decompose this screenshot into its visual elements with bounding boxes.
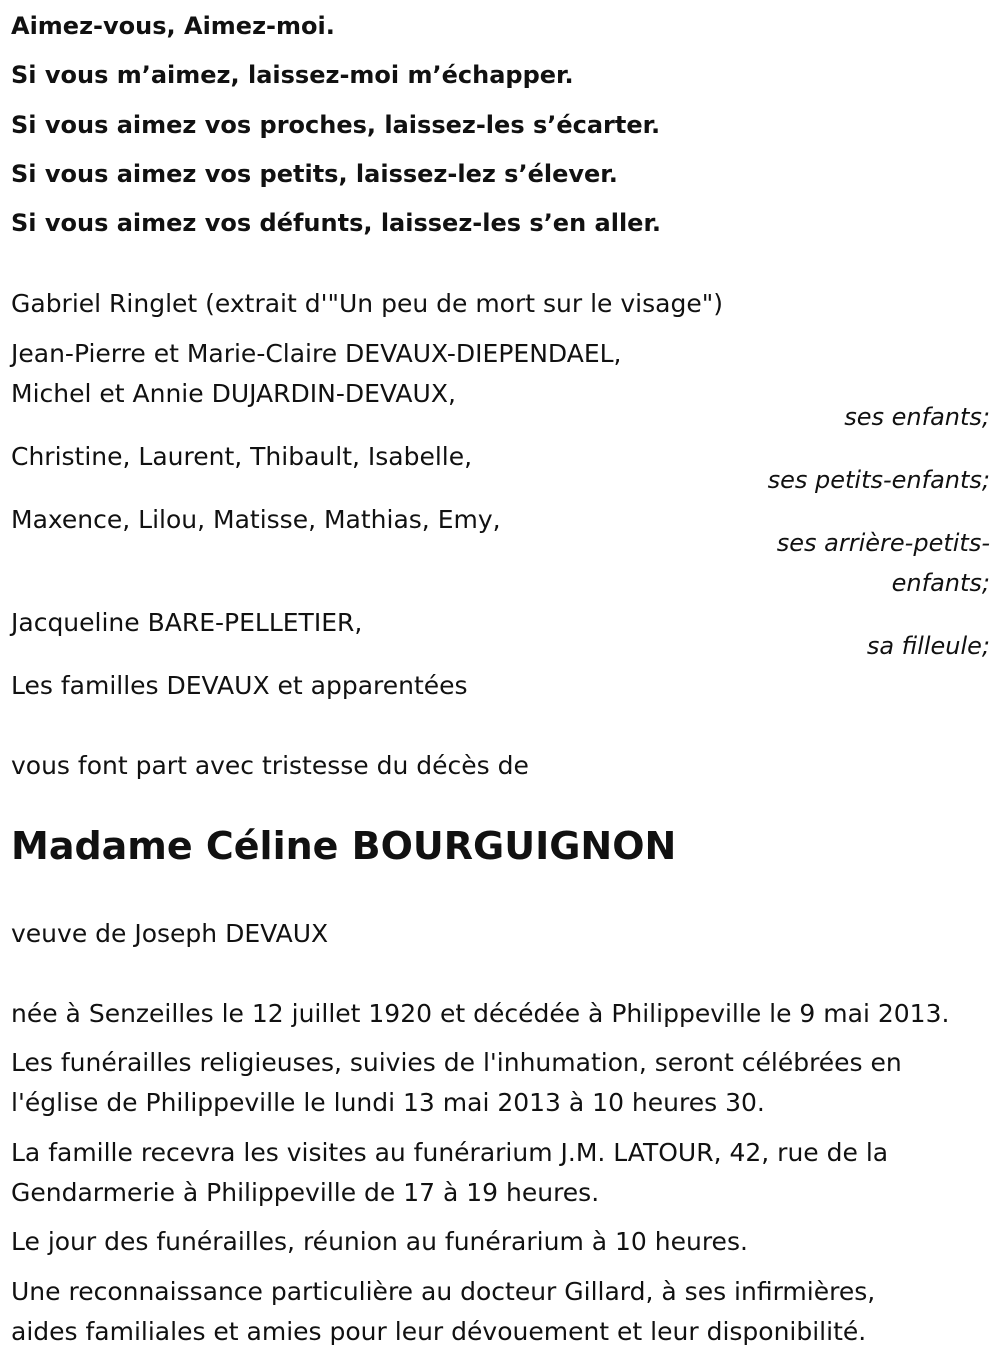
announcement-intro: vous font part avec tristesse du décès de [11, 751, 529, 780]
grandchildren-relation: ses petits-enfants; [767, 466, 990, 494]
thanks-info: Une reconnaissance particulière au docteur Gillard, à ses infirmières, [11, 1277, 876, 1306]
poem-line: Si vous aimez vos petits, laissez-lez s’élever. [11, 160, 618, 188]
great-grandchildren-line: Maxence, Lilou, Matisse, Mathias, Emy, [11, 505, 501, 534]
great-grandchildren-relation: ses arrière-petits- [776, 529, 990, 557]
widow-of: veuve de Joseph DEVAUX [11, 919, 329, 948]
funeral-info: l'église de Philippeville le lundi 13 mai 2013 à 10 heures 30. [11, 1088, 765, 1117]
poem-line: Aimez-vous, Aimez-moi. [11, 12, 335, 40]
children-line: Michel et Annie DUJARDIN-DEVAUX, [11, 379, 456, 408]
funeral-info: Les funérailles religieuses, suivies de l'inhumation, seront célébrées en [11, 1048, 902, 1077]
poem-line: Si vous aimez vos proches, laissez-les s’écarter. [11, 111, 661, 139]
meeting-info: Le jour des funérailles, réunion au funérarium à 10 heures. [11, 1227, 748, 1256]
poem-line: Si vous m’aimez, laissez-moi m’échapper. [11, 61, 574, 89]
poem-attribution: Gabriel Ringlet (extrait d'"Un peu de mort sur le visage") [11, 289, 723, 318]
children-line: Jean-Pierre et Marie-Claire DEVAUX-DIEPENDAEL, [11, 339, 622, 368]
thanks-info: aides familiales et amies pour leur dévouement et leur disponibilité. [11, 1317, 867, 1346]
goddaughter-relation: sa filleule; [866, 632, 990, 660]
families-line: Les familles DEVAUX et apparentées [11, 671, 468, 700]
grandchildren-line: Christine, Laurent, Thibault, Isabelle, [11, 442, 473, 471]
goddaughter-line: Jacqueline BARE-PELLETIER, [11, 608, 363, 637]
children-relation: ses enfants; [844, 403, 990, 431]
visits-info: Gendarmerie à Philippeville de 17 à 19 heures. [11, 1178, 600, 1207]
great-grandchildren-relation: enfants; [891, 569, 990, 597]
visits-info: La famille recevra les visites au funérarium J.M. LATOUR, 42, rue de la [11, 1138, 889, 1167]
deceased-name: Madame Céline BOURGUIGNON [11, 824, 677, 868]
born-died: née à Senzeilles le 12 juillet 1920 et décédée à Philippeville le 9 mai 2013. [11, 999, 950, 1028]
poem-line: Si vous aimez vos défunts, laissez-les s’en aller. [11, 209, 661, 237]
